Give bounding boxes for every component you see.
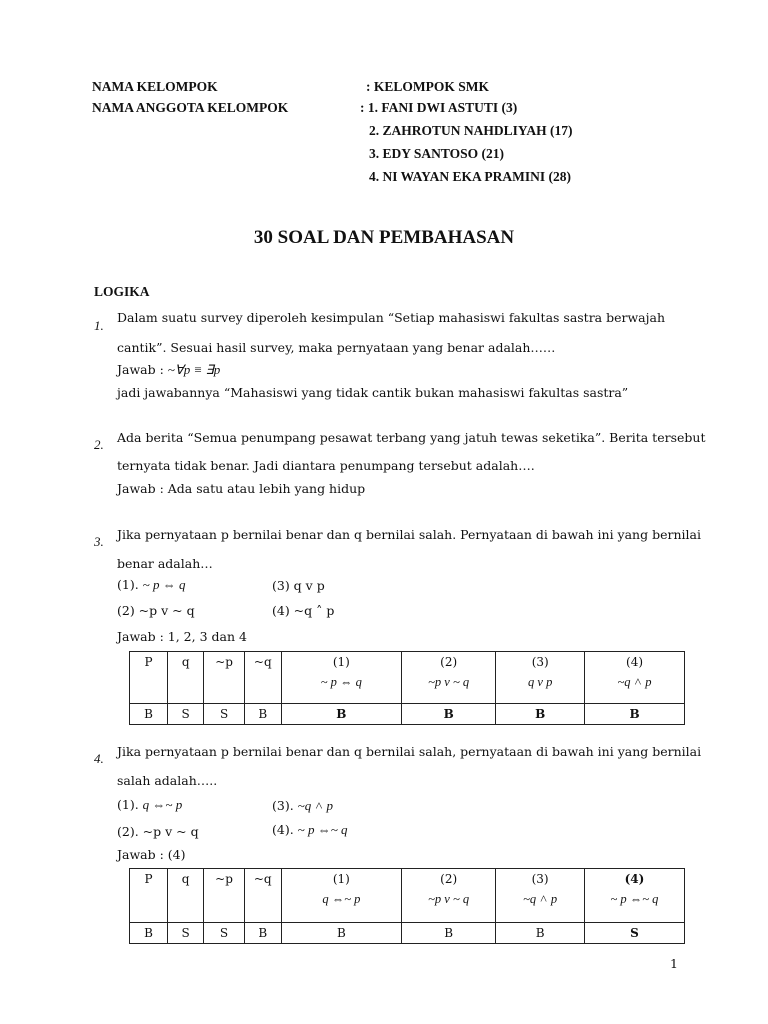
member-1: : 1. FANI DWI ASTUTI (3) — [360, 100, 518, 115]
page-number: 1 — [670, 956, 678, 971]
q1-text-line2: cantik”. Sesuai hasil survey, maka pernyataan yang benar adalah…… — [117, 340, 556, 355]
q4-option-2: (2). ~p v ~ q — [117, 824, 199, 839]
q3-cell: S — [204, 704, 245, 725]
members-label: NAMA ANGGOTA KELOMPOK — [92, 100, 289, 115]
q4-option-1-math: q ⇔~ p — [142, 797, 183, 812]
q3-truth-table — [129, 651, 685, 725]
q4-col-q: q — [168, 869, 204, 923]
member-2: 2. ZAHROTUN NAHDLIYAH (17) — [369, 123, 573, 138]
q3-col-4: (4) ~q ˄ p — [585, 652, 685, 704]
q4-col-not-q: ~q — [244, 869, 281, 923]
member-4: 4. NI WAYAN EKA PRAMINI (28) — [369, 169, 572, 184]
q3-cell: B — [402, 704, 496, 725]
q3-number: 3. — [94, 534, 104, 549]
q3-cell: B — [281, 704, 401, 725]
q3-table-header-row — [130, 652, 685, 704]
q4-truth-table — [129, 868, 685, 944]
group-value: : KELOMPOK SMK — [366, 79, 489, 94]
q1-answer-math: ~∀p ≡ ∃p — [167, 362, 221, 377]
q3-option-2: (2) ~p v ~ q — [117, 603, 195, 618]
q3-option-1-label: (1). — [117, 577, 139, 592]
q4-option-3-math: ~q ˄ p — [297, 798, 333, 813]
q4-option-4-math: ~ p ⇔~ q — [297, 822, 348, 837]
q3-col-3: (3) q v p — [496, 652, 585, 704]
q3-col-not-q: ~q — [244, 652, 281, 704]
q4-cell: S — [168, 923, 204, 944]
q3-answer: Jawab : 1, 2, 3 dan 4 — [117, 629, 247, 644]
group-label: NAMA KELOMPOK — [92, 79, 218, 94]
q3-option-1-math: ~ p ⇔ q — [142, 577, 186, 592]
q4-col-p: P — [130, 869, 168, 923]
q4-cell: B — [244, 923, 281, 944]
q3-col-2: (2) ~p v ~ q — [402, 652, 496, 704]
q4-cell: S — [204, 923, 245, 944]
q4-cell: B — [496, 923, 585, 944]
q3-table-row — [130, 704, 685, 725]
q4-cell: S — [584, 923, 684, 944]
q1-conclusion: jadi jawabannya “Mahasiswi yang tidak cantik bukan mahasiswi fakultas sastra” — [117, 385, 629, 400]
q4-text-line2: salah adalah….. — [117, 773, 218, 788]
q2-answer: Jawab : Ada satu atau lebih yang hidup — [117, 481, 366, 496]
page-title: 30 SOAL DAN PEMBAHASAN — [253, 227, 515, 248]
q3-col-1: (1) ~ p ⇔ q — [281, 652, 401, 704]
q4-option-3-label: (3). — [272, 798, 294, 813]
member-3: 3. EDY SANTOSO (21) — [369, 146, 505, 161]
q4-col-not-p: ~p — [204, 869, 245, 923]
section-heading: LOGIKA — [94, 284, 150, 299]
q1-text-line1: Dalam suatu survey diperoleh kesimpulan “Setiap mahasiswi fakultas sastra berwajah — [117, 310, 666, 325]
q2-text-line1: Ada berita “Semua penumpang pesawat terbang yang jatuh tewas seketika”. Berita tersebut — [117, 430, 706, 445]
q2-text-line2: ternyata tidak benar. Jadi diantara penumpang tersebut adalah…. — [117, 458, 535, 473]
q3-col-q: q — [168, 652, 204, 704]
q3-cell: B — [244, 704, 281, 725]
q1-answer — [117, 362, 220, 378]
q4-answer: Jawab : (4) — [117, 847, 186, 862]
q3-cell: B — [496, 704, 585, 725]
q4-col-3: (3) ~q ˄ p — [496, 869, 585, 923]
q3-option-1 — [117, 577, 185, 593]
q4-col-2: (2) ~p v ~ q — [402, 869, 496, 923]
q3-cell: S — [168, 704, 204, 725]
q3-cell: B — [130, 704, 168, 725]
q4-cell: B — [402, 923, 496, 944]
q4-option-1-label: (1). — [117, 797, 139, 812]
q4-cell: B — [281, 923, 401, 944]
q4-table-header-row — [130, 869, 685, 923]
q4-text-line1: Jika pernyataan p bernilai benar dan q bernilai salah, pernyataan di bawah ini yang bernilai — [117, 744, 702, 759]
q4-option-1 — [117, 797, 182, 813]
q3-cell: B — [585, 704, 685, 725]
q1-number: 1. — [94, 318, 104, 333]
q3-text-line2: benar adalah… — [117, 556, 213, 571]
q3-option-4: (4) ~q ˄ p — [272, 603, 335, 618]
q4-col-4: (4) ~ p ⇔~ q — [584, 869, 684, 923]
q4-table-row — [130, 923, 685, 944]
q4-cell: B — [130, 923, 168, 944]
q2-number: 2. — [94, 437, 104, 452]
q3-col-p: P — [130, 652, 168, 704]
q4-option-4 — [272, 822, 348, 838]
q3-option-3: (3) q v p — [272, 578, 325, 593]
q3-col-not-p: ~p — [204, 652, 245, 704]
q1-answer-prefix: Jawab : — [117, 362, 168, 377]
q4-number: 4. — [94, 751, 104, 766]
q4-option-3 — [272, 798, 333, 814]
q4-option-4-label: (4). — [272, 822, 294, 837]
q4-col-1: (1) q ⇔~ p — [281, 869, 401, 923]
q3-text-line1: Jika pernyataan p bernilai benar dan q bernilai salah. Pernyataan di bawah ini yang bernilai — [117, 527, 701, 542]
